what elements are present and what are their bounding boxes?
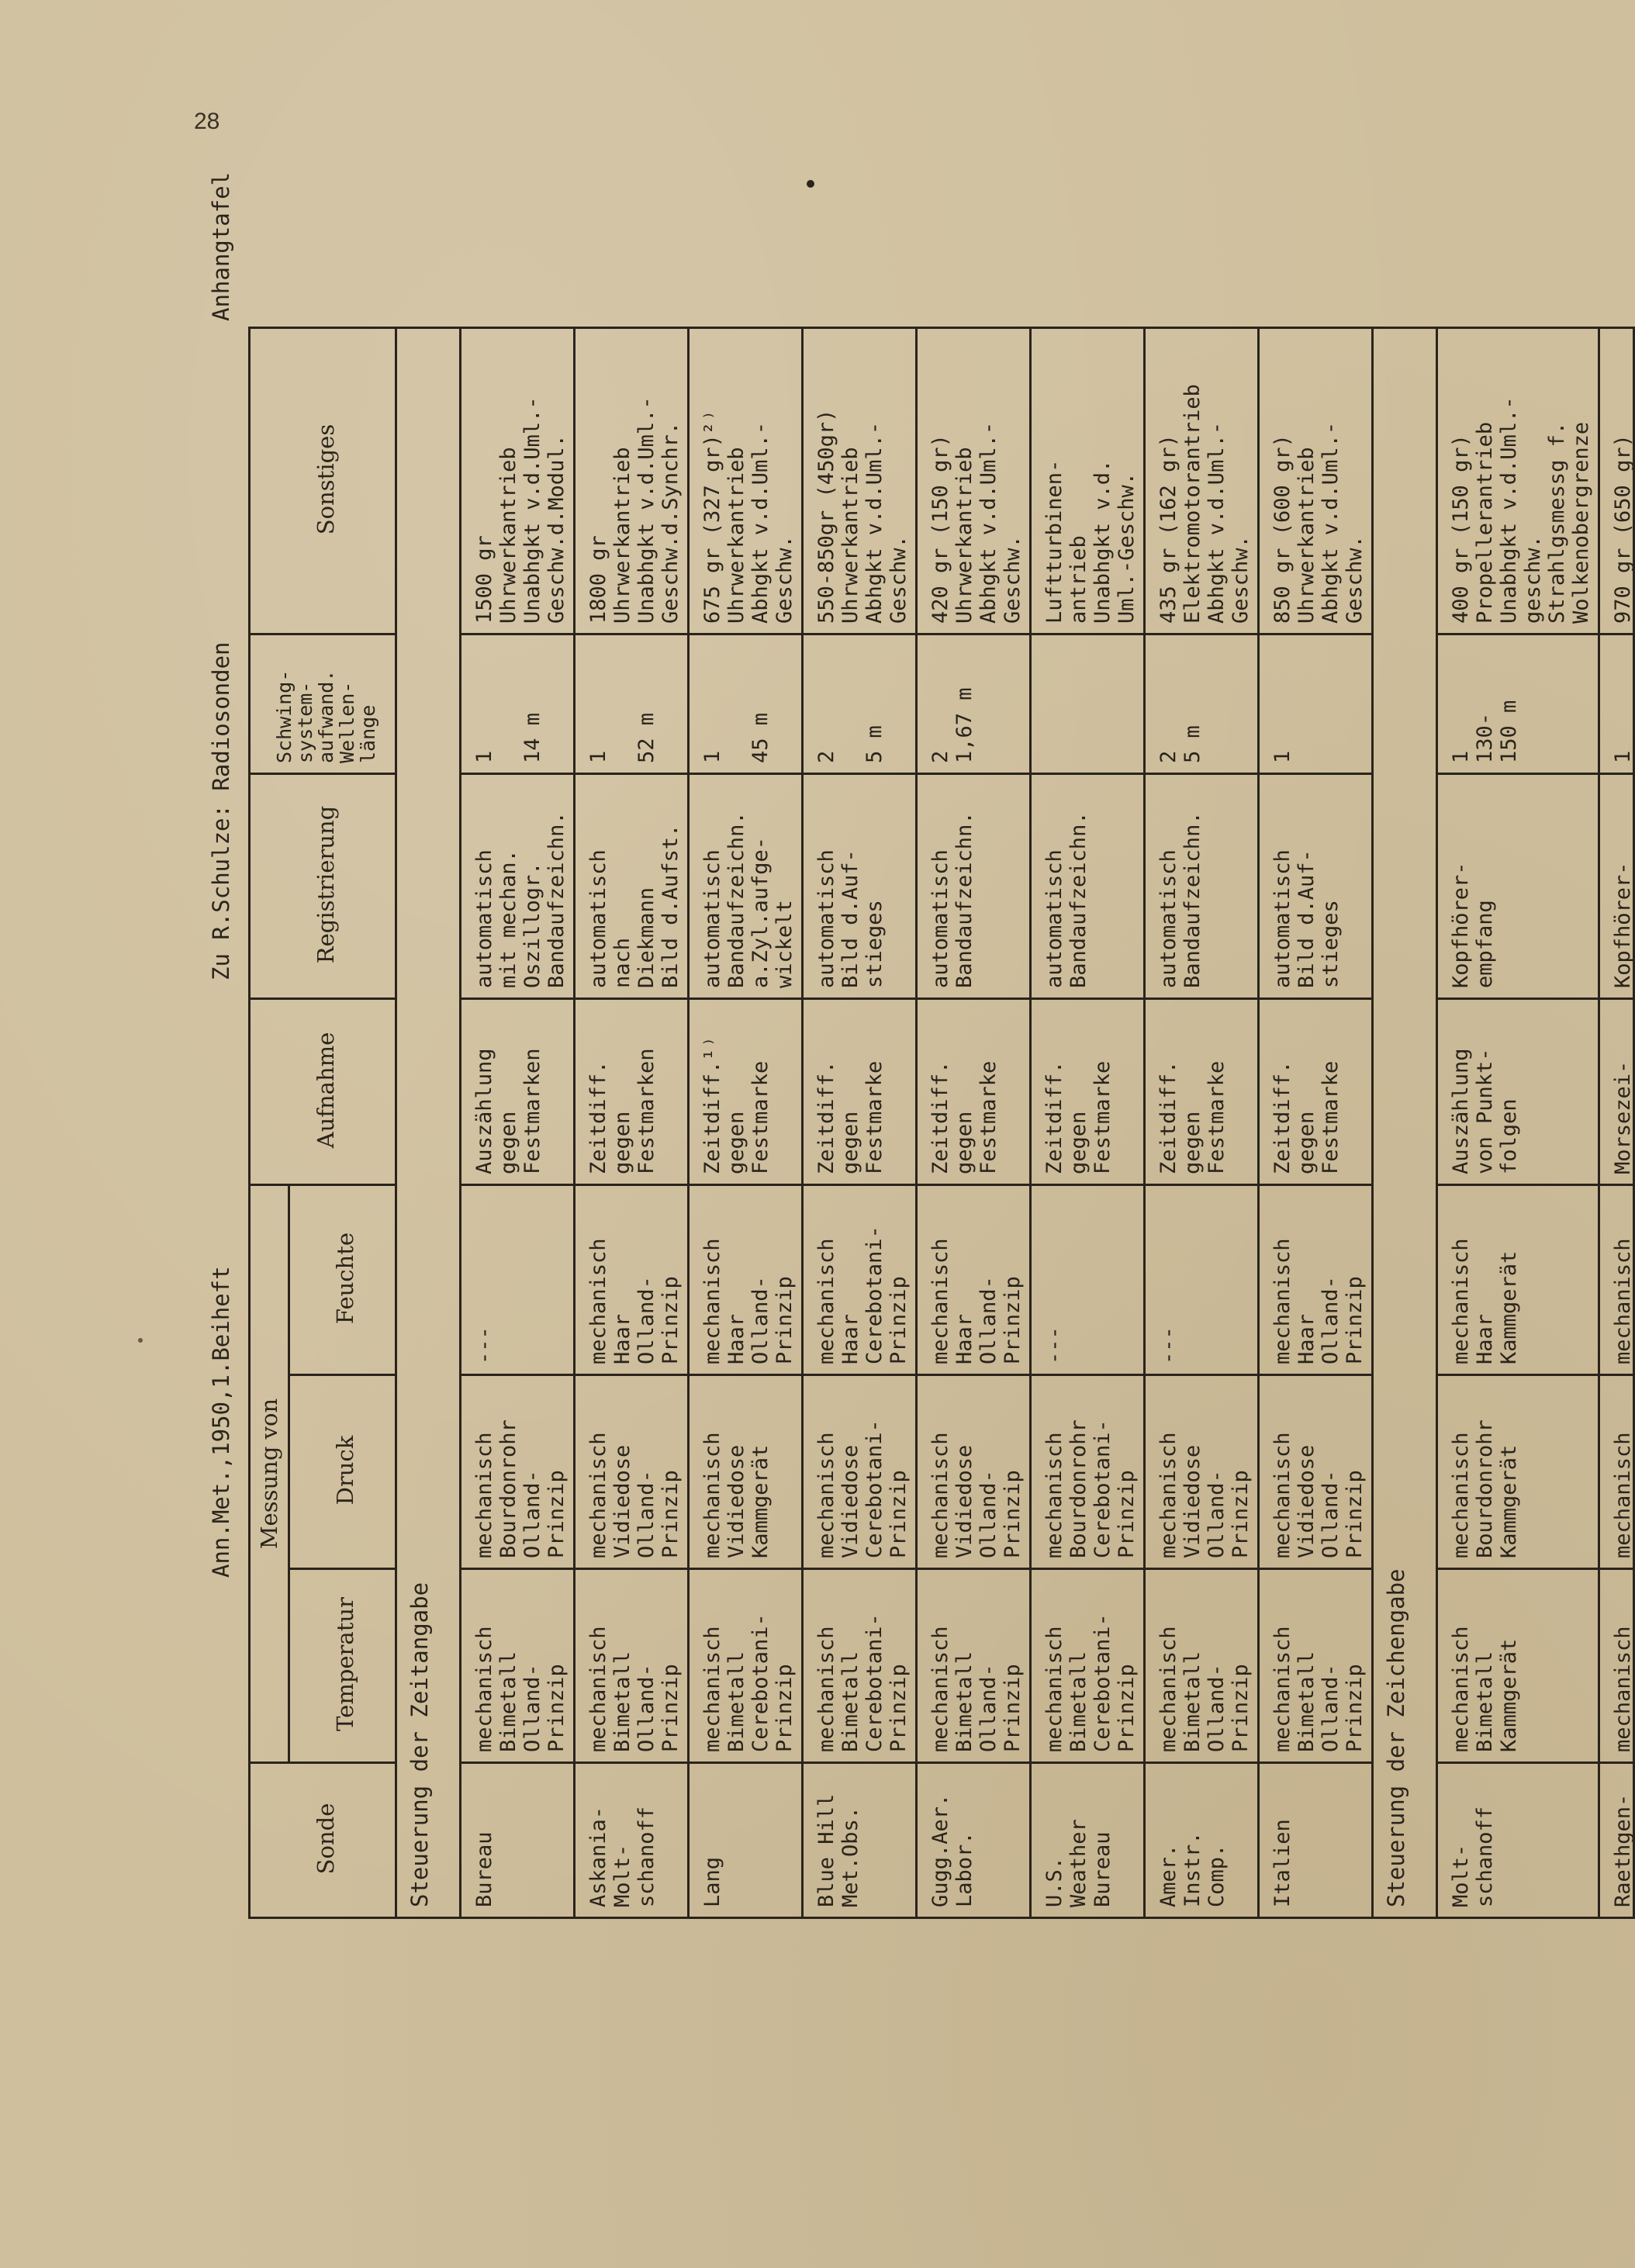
cell-aufnahme: Zeitdiff. gegen Festmarke [803,999,917,1185]
cell-schwing: 1 45 m [689,634,803,774]
cell-text: Morsezei- [1611,1060,1635,1174]
cell-schwing [1599,634,1634,774]
cell-schwing: 1 52 m [575,634,689,774]
table-row [1259,328,1373,1918]
cell-text: Kopfhörer- [1611,862,1635,988]
cell-aufnahme: Zeitdiff. gegen Festmarke [917,999,1031,1185]
cell-temperatur: mechanisch Bimetall Olland- Prinzip [461,1569,575,1763]
cell-sonde: Blue Hill Met.Obs. [803,1763,917,1918]
cell-text: 1 [1611,750,1635,763]
cell-sonde: Italien [1259,1763,1373,1918]
cell-feuchte: mechanisch Haar Olland- Prinzip [575,1185,689,1375]
cell-schwing: 2 5 m [803,634,917,774]
cell-registrierung: automatisch Bandaufzeichn. [917,774,1031,999]
cell-sonstiges: 400 gr (150 gr) Propellerantrieb Unabhgkt v.d.Uml.- geschw. Strahlgsmessg f. Wolkenobergrenze [1437,328,1599,634]
cell-schwing: 2 5 m [1145,634,1259,774]
table-row [1031,328,1145,1918]
cell-sonstiges [1599,328,1634,634]
cell-feuchte: mechanisch Haar Olland- Prinzip [689,1185,803,1375]
cell-feuchte: --- [1145,1185,1259,1375]
page-number: 28 [194,109,220,134]
cell-text: 970 gr (650 gr) [1611,434,1635,624]
cell-sonde: Amer. Instr. Comp. [1145,1763,1259,1918]
cell-aufnahme: Zeitdiff.¹⁾ gegen Festmarke [689,999,803,1185]
col-header-aufnahme: Aufnahme [250,999,396,1185]
cell-aufnahme [1599,999,1634,1185]
table-row [917,328,1031,1918]
cell-feuchte [1599,1185,1634,1375]
cell-temperatur: mechanisch Bimetall Olland- Prinzip [575,1569,689,1763]
cell-temperatur: mechanisch Bimetall Olland- Prinzip [917,1569,1031,1763]
cell-feuchte: mechanisch Haar Kammgerät [1437,1185,1599,1375]
section-zeitangabe: Steuerung der Zeitangabe [396,328,461,1918]
cell-druck [1599,1375,1634,1569]
cell-sonstiges: 1800 gr Uhrwerkantrieb Unabhgkt v.d.Uml.- Geschw.d.Synchr. [575,328,689,634]
col-header-feuchte: Feuchte [289,1185,396,1375]
cell-schwing [1031,634,1145,774]
cell-sonstiges: 435 gr (162 gr) Elektromotorantrieb Abhgkt v.d.Uml.- Geschw. [1145,328,1259,634]
header-right: Anhangtafel [208,171,234,321]
radiosonden-table [248,327,1635,1919]
cell-aufnahme: Zeitdiff. gegen Festmarke [1145,999,1259,1185]
cell-druck: mechanisch Bourdonrohr Olland- Prinzip [461,1375,575,1569]
table-row [803,328,917,1918]
cell-sonstiges: Luftturbinen- antrieb Unabhgkt v.d. Uml.-Geschw. [1031,328,1145,634]
cell-feuchte: mechanisch Haar Cerebotani- Prinzip [803,1185,917,1375]
table-row [1599,328,1634,1918]
cell-temperatur: mechanisch Bimetall Olland- Prinzip [1259,1569,1373,1763]
cell-schwing: 1 [1259,634,1373,774]
ink-speck [138,1338,143,1343]
cell-sonde: Bureau [461,1763,575,1918]
cell-sonstiges: 675 gr (327 gr)²⁾ Uhrwerkantrieb Abhgkt v.d.Uml.- Geschw. [689,328,803,634]
cell-druck: mechanisch Bourdonrohr Kammgerät [1437,1375,1599,1569]
cell-temperatur [1599,1569,1634,1763]
col-header-sonde: Sonde [250,1763,396,1918]
cell-registrierung: automatisch Bild d.Auf- stieges [1259,774,1373,999]
cell-registrierung: automatisch Bild d.Auf- stieges [803,774,917,999]
section-zeichengabe: Steuerung der Zeichengabe [1373,328,1437,1918]
cell-aufnahme: Auszählung von Punkt- folgen [1437,999,1599,1185]
cell-aufnahme: Zeitdiff. gegen Festmarken [575,999,689,1185]
col-header-messung: Messung von [250,1185,289,1763]
cell-feuchte: --- [461,1185,575,1375]
cell-druck: mechanisch Vidiedose Kammgerät [689,1375,803,1569]
cell-aufnahme: Auszählung gegen Festmarken [461,999,575,1185]
ink-speck [807,180,814,188]
cell-sonstiges: 420 gr (150 gr) Uhrwerkantrieb Abhgkt v.d.Uml.- Geschw. [917,328,1031,634]
cell-sonde [1599,1763,1634,1918]
cell-feuchte: mechanisch Haar Olland- Prinzip [1259,1185,1373,1375]
cell-registrierung: automatisch Bandaufzeichn. [1031,774,1145,999]
cell-temperatur: mechanisch Bimetall Kammgerät [1437,1569,1599,1763]
cell-sonstiges: 1500 gr Uhrwerkantrieb Unabhgkt v.d.Uml.- Geschw.d.Modul. [461,328,575,634]
header-left: Ann.Met.,1950,1.Beiheft [208,1266,234,1578]
cell-sonstiges: 550-850gr (450gr) Uhrwerkantrieb Abhgkt v.d.Uml.- Geschw. [803,328,917,634]
col-header-schwing: Schwing- system- aufwand. Wellen- länge [250,634,396,774]
cell-druck: mechanisch Vidiedose Olland- Prinzip [1145,1375,1259,1569]
cell-sonde: Gugg.Aer. Labor. [917,1763,1031,1918]
cell-druck: mechanisch Bourdonrohr Cerebotani- Prinzip [1031,1375,1145,1569]
cell-text: Raethgen- [1611,1793,1635,1907]
cell-registrierung [1599,774,1634,999]
table-row [1437,328,1599,1918]
cell-druck: mechanisch Vidiedose Olland- Prinzip [1259,1375,1373,1569]
cell-sonde: Lang [689,1763,803,1918]
cell-druck: mechanisch Vidiedose Cerebotani- Prinzip [803,1375,917,1569]
table-row [1145,328,1259,1918]
col-header-registrierung: Registrierung [250,774,396,999]
cell-registrierung: Kopfhörer- empfang [1437,774,1599,999]
cell-sonde: Askania- Molt- schanoff [575,1763,689,1918]
cell-registrierung: automatisch mit mechan. Oszillogr. Bandaufzeichn. [461,774,575,999]
cell-text: mechanisch [1611,1238,1635,1364]
cell-sonstiges: 850 gr (600 gr) Uhrwerkantrieb Abhgkt v.d.Uml.- Geschw. [1259,328,1373,634]
cell-aufnahme: Zeitdiff. gegen Festmarke [1031,999,1145,1185]
cell-sonde: U.S. Weather Bureau [1031,1763,1145,1918]
cell-feuchte: --- [1031,1185,1145,1375]
header-center: Zu R.Schulze: Radiosonden [208,641,234,980]
cell-druck: mechanisch Vidiedose Olland- Prinzip [575,1375,689,1569]
table-row [689,328,803,1918]
cell-feuchte: mechanisch Haar Olland- Prinzip [917,1185,1031,1375]
cell-text: mechanisch [1611,1626,1635,1752]
cell-registrierung: automatisch nach Diekmann Bild d.Aufst. [575,774,689,999]
cell-temperatur: mechanisch Bimetall Olland- Prinzip [1145,1569,1259,1763]
cell-schwing: 1 14 m [461,634,575,774]
cell-aufnahme: Zeitdiff. gegen Festmarke [1259,999,1373,1185]
cell-temperatur: mechanisch Bimetall Cerebotani- Prinzip [803,1569,917,1763]
table-row [461,328,575,1918]
cell-temperatur: mechanisch Bimetall Cerebotani- Prinzip [1031,1569,1145,1763]
cell-schwing: 1 130- 150 m [1437,634,1599,774]
cell-sonde: Molt- schanoff [1437,1763,1599,1918]
cell-registrierung: automatisch Bandaufzeichn. [1145,774,1259,999]
col-header-temperatur: Temperatur [289,1569,396,1763]
cell-temperatur: mechanisch Bimetall Cerebotani- Prinzip [689,1569,803,1763]
table-row [575,328,689,1918]
cell-text: mechanisch [1611,1432,1635,1558]
col-header-druck: Druck [289,1375,396,1569]
col-header-sonstiges: Sonstiges [250,328,396,634]
cell-registrierung: automatisch Bandaufzeichn. a.Zyl.aufge- wickelt [689,774,803,999]
cell-schwing: 2 1,67 m [917,634,1031,774]
cell-druck: mechanisch Vidiedose Olland- Prinzip [917,1375,1031,1569]
